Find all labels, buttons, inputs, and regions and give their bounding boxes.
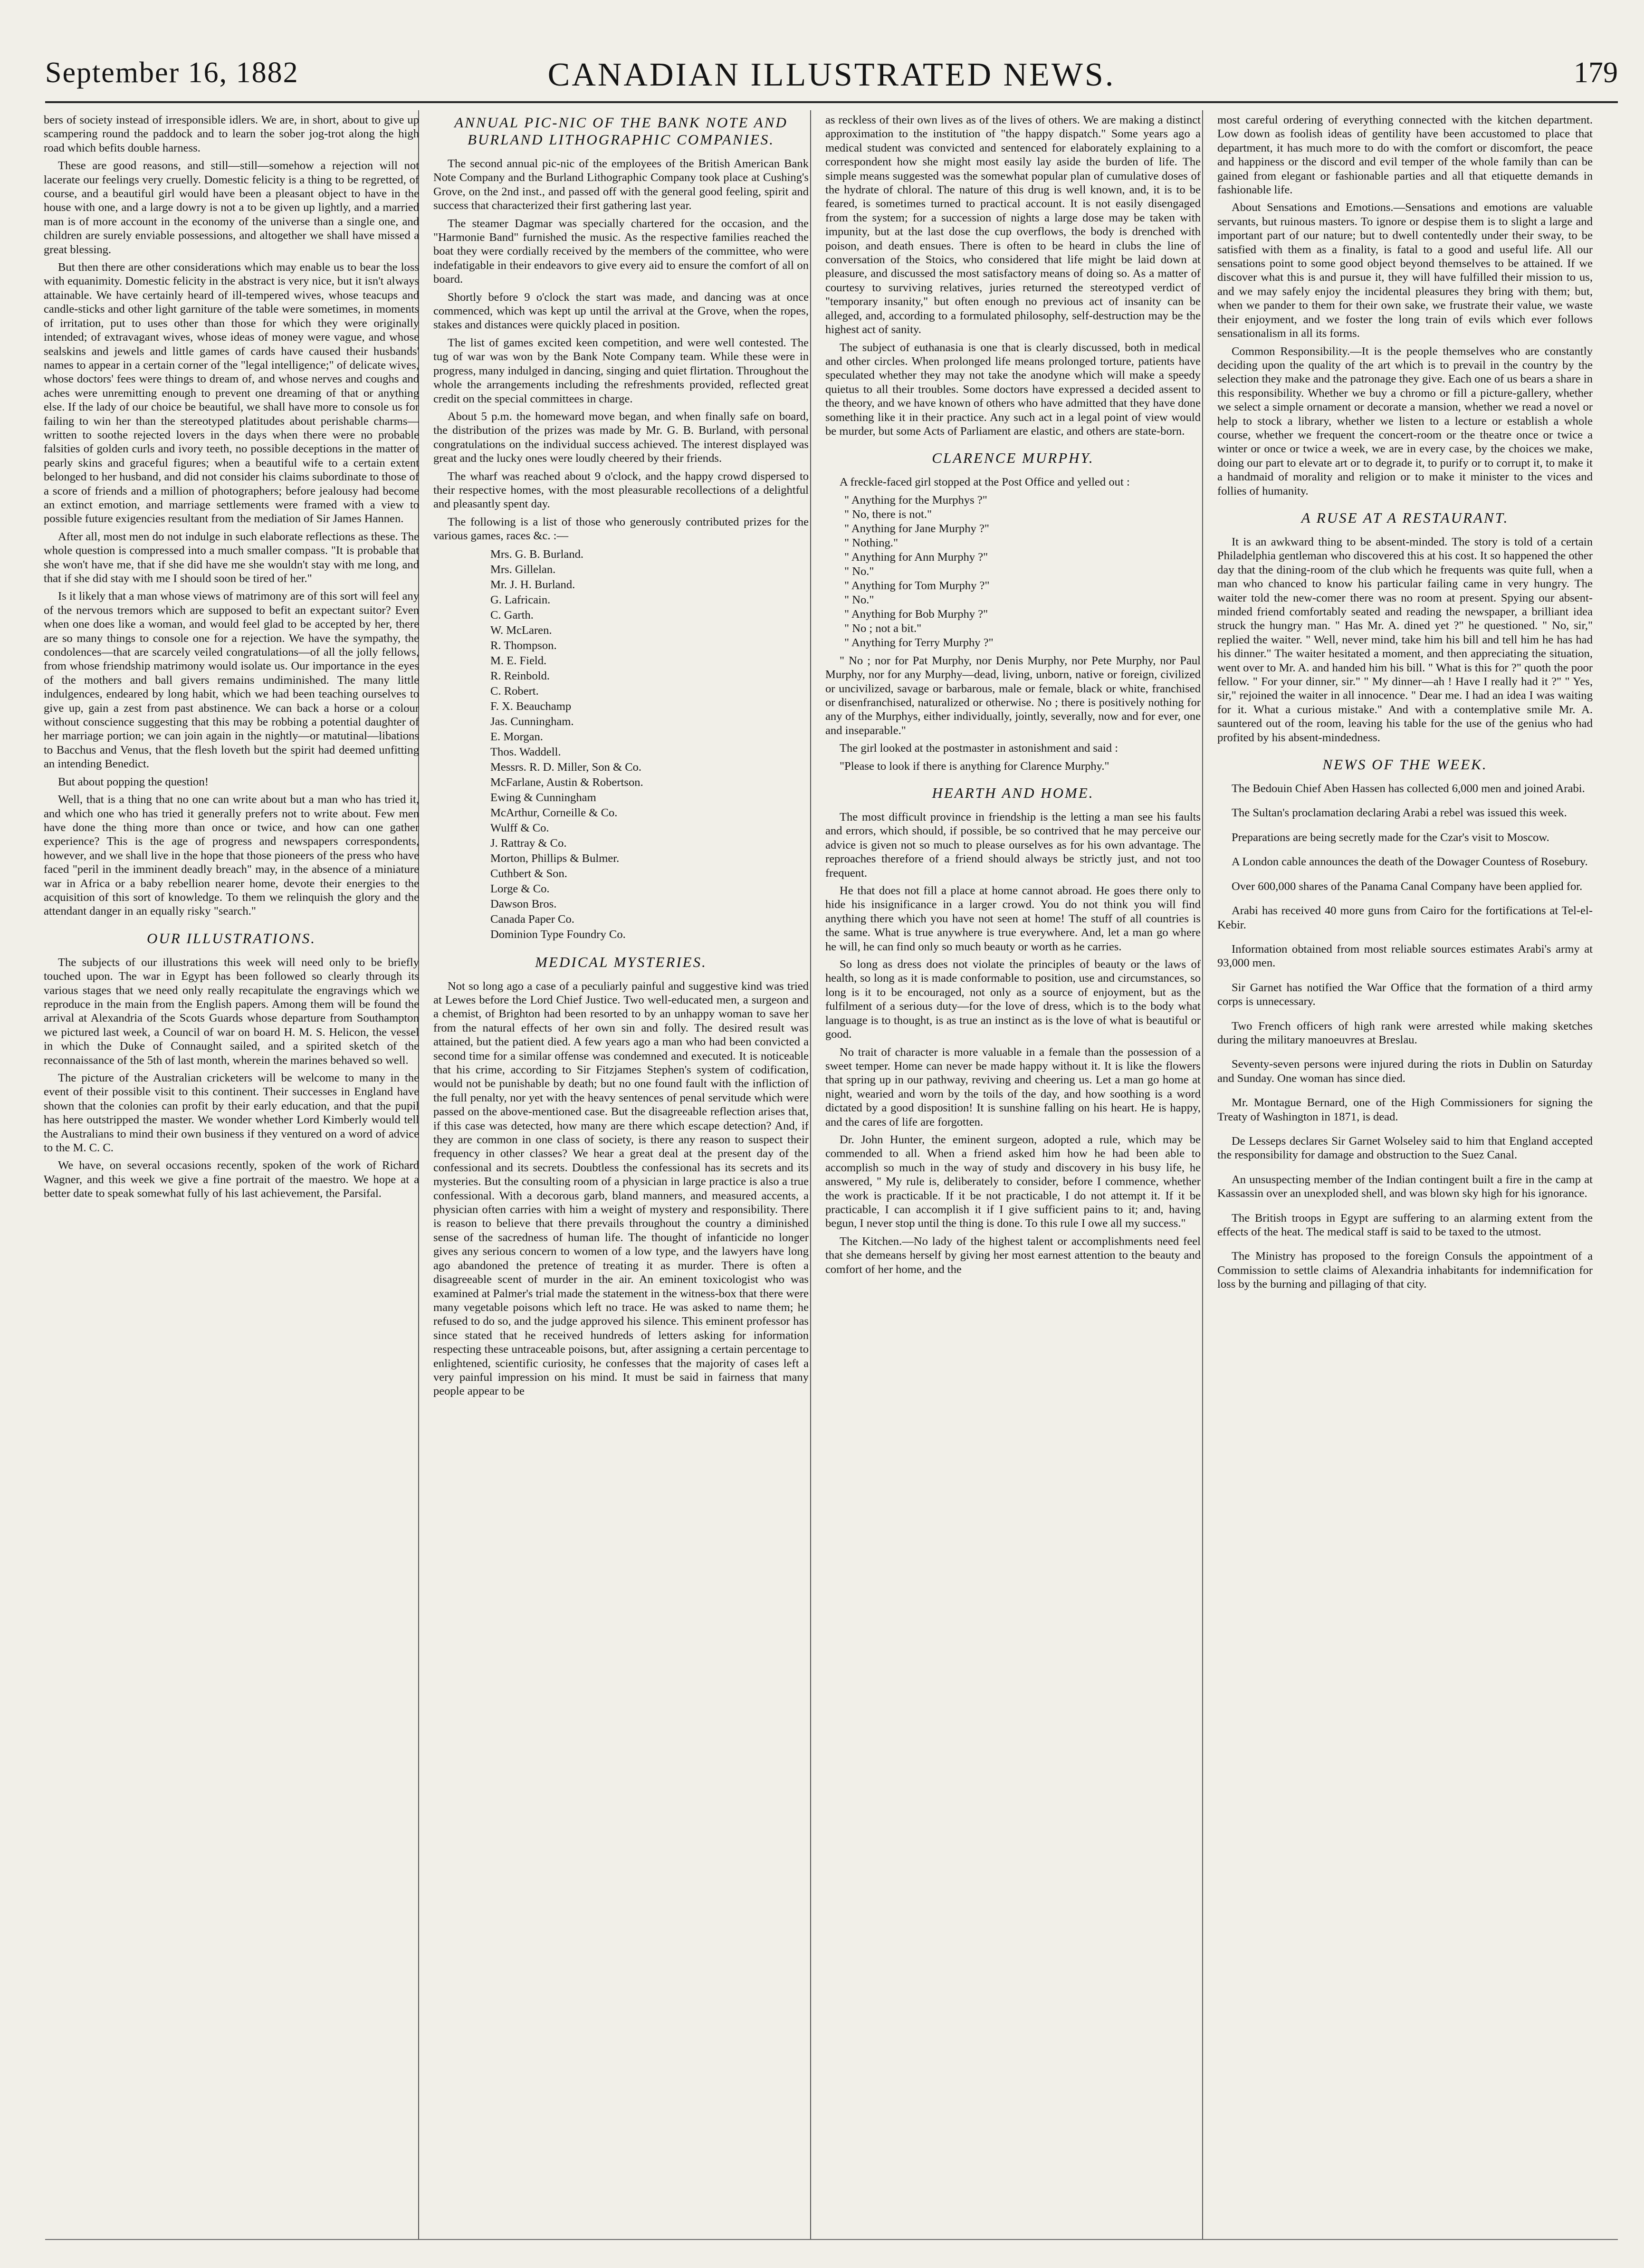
paragraph: We have, on several occasions recently, spoken of the work of Richard Wagner, and this week we give a fine portrait of the maestro. We hope at a better date to speak somewhat fully of his last achievement, the Parsifal. <box>44 1159 419 1200</box>
list-item: C. Garth. <box>490 608 534 622</box>
section-heading-news-of-the-week: NEWS OF THE WEEK. <box>1322 756 1488 773</box>
news-item: Seventy-seven persons were injured during the riots in Dublin on Saturday and Sunday. One woman has since died. <box>1217 1058 1593 1085</box>
list-item: Jas. Cunningham. <box>490 715 574 728</box>
paragraph: The steamer Dagmar was specially chartered for the occasion, and the "Harmonie Band" furnished the music. As the respective families reached the boat they were cordially received by the members of the committee, who were indefatigable in their endeavors to give every aid to ensure the comfort of all on board. <box>433 217 809 286</box>
news-item: Information obtained from most reliable sources estimates Arabi's army at 93,000 men. <box>1217 942 1593 970</box>
section-heading-clarence-murphy: CLARENCE MURPHY. <box>932 450 1094 467</box>
column-3 <box>825 113 1201 2237</box>
list-item: Mrs. Gillelan. <box>490 563 556 576</box>
dialog-line: " Anything for Ann Murphy ?" <box>844 550 988 564</box>
bottom-rule <box>45 2239 1618 2240</box>
list-item: R. Reinbold. <box>490 669 550 682</box>
list-item: Morton, Phillips & Bulmer. <box>490 852 620 865</box>
paragraph: The most difficult province in friendship is the letting a man see his faults and errors, which should, if possible, be so contrived that he may perceive our advice is given not so much to please ourselves as for his own advantage. The reproaches therefore of a friend should always be strictly just, and not too frequent. <box>825 811 1201 880</box>
paragraph: The girl looked at the postmaster in astonishment and said : <box>840 742 1118 755</box>
paragraph: " No ; nor for Pat Murphy, nor Denis Murphy, nor Pete Murphy, nor Paul Murphy, nor for any Murphy—dead, living, unborn, native or foreign, civilized or uncivilized, savage or barbarous, male or female, black or white, franchised or disenfranchised, naturalized or otherwise. No ; there is positively nothing for any of the Murphys, either individually, jointly, severally, now and for ever, one and inseparable." <box>825 654 1201 737</box>
paragraph: Dr. John Hunter, the eminent surgeon, adopted a rule, which may be commended to all. When a friend asked him how he had been able to accomplish so much in the way of study and discovery in his busy life, he answered, " My rule is, deliberately to consider, before I commence, whether the work is practicable. If it be not practicable, I do not attempt it. If it be practicable, I can accomplish it if I give sufficient pains to it; and, having begun, I never stop until the thing is done. To this rule I owe all my success." <box>825 1133 1201 1230</box>
paragraph: as reckless of their own lives as of the lives of others. We are making a distinct approximation to the institution of "the happy dispatch." Some years ago a medical student was convicted and sentenced for elaborately explaining to a correspondent how she might most easily lay aside the burden of life. The simple means suggested was the somewhat popular plan of cumulative doses of the hydrate of chloral. The nature of this drug is well known, and, it is to be feared, is sometimes turned to practical account. It is not easily disengaged from the system; for a succession of nights a large dose may be taken with impunity, but at the last dose the cup overflows, the body is drenched with poison, and death ensues. There is often to be heard in clubs the line of conversation of the Stoics, who considered that life might be laid down at pleasure, and discussed the most satisfactory means of doing so. As a matter of courtesy to surviving relatives, juries returned the stereotyped verdict of "temporary insanity," but often enough no previous act of insanity can be alleged, and, according to a formulated philosophy, self-destruction may be the highest act of sanity. <box>825 114 1201 336</box>
paragraph: But about popping the question! <box>58 775 209 788</box>
list-item: Thos. Waddell. <box>490 745 561 758</box>
paragraph: The second annual pic-nic of the employees of the British American Bank Note Company and the Burland Lithographic Company took place at Cushing's Grove, on the 2nd inst., and passed off with the general good feeling, spirit and success that characterized their first gathering last year. <box>433 157 809 212</box>
dialog-line: " Anything for Bob Murphy ?" <box>844 607 988 621</box>
dialog-line: " Anything for Terry Murphy ?" <box>844 636 994 649</box>
news-item: Two French officers of high rank were arrested while making sketches during the military manoeuvres at Breslau. <box>1217 1019 1593 1046</box>
news-item: An unsuspecting member of the Indian contingent built a fire in the camp at Kassassin over an unexploded shell, and was blown sky high for his ignorance. <box>1217 1173 1593 1200</box>
list-item: Lorge & Co. <box>490 882 550 895</box>
paragraph: The wharf was reached about 9 o'clock, and the happy crowd dispersed to their respective homes, with the most pleasurable recollections of a delightful and pleasantly spent day. <box>433 469 809 511</box>
paragraph: The subjects of our illustrations this week will need only to be briefly touched upon. The war in Egypt has been followed so clearly through its various stages that we need only really recapitulate the engravings which we reproduce in the main from the English papers. Among them will be found the arrival at Alexandria of the Scots Guards whose departure from Southampton we pictured last week, a Council of war on board H. M. S. Helicon, the vessel in which the Duke of Connaught sailed, and a spirited sketch of the reconnaissance of the 5th of last month, wherein the marines behaved so well. <box>44 956 419 1067</box>
column-1 <box>44 113 419 2237</box>
list-item: Messrs. R. D. Miller, Son & Co. <box>490 760 642 774</box>
paragraph: The subject of euthanasia is one that is clearly discussed, both in medical and other circles. When prolonged life means prolonged torture, patients have speculated whether they may not take the anodyne which will make a speedy quietus to all their troubles. Some doctors have expressed a decided assent to the theory, and we have known of others who have admitted that they have done something like it in their practice. Any such act in a legal point of view would be murder, but some Acts of Parliament are elastic, and others are state-born. <box>825 341 1201 438</box>
paragraph: Not so long ago a case of a peculiarly painful and suggestive kind was tried at Lewes before the Lord Chief Justice. Two well-educated men, a surgeon and a chemist, of Brighton had been resorted to by an unhappy woman to save her from the natural effects of her own sin and folly. The desired result was attained, but the patient died. A few years ago a man who had been convicted a second time for a similar offense was condemned and executed. It is noticeable that his crime, according to Sir Fitzjames Stephen's system of codification, would not be punishable by death; but no one found fault with the infliction of the full penalty, nor yet with the heavy sentences of penal servitude which were passed on the above-mentioned case. But the disagreeable reflection arises that, if this case was detected, how many are there which escape detection? And, if they are common in one class of society, is there any reason to suspect their frequency in other classes? We hear a great deal at the present day of the confessional and its secrets. Doubtless the confessional has its secrets and its mysteries. But the consulting room of a physician in large practice is also a true confessional. With a decorous garb, bland manners, and measured accents, a physician often carries with him a weight of mystery and responsibility. There is reason to believe that there prevails throughout the country a diminished sense of the sacredness of human life. The thought of infanticide no longer gives any serious concern to women of a low type, and the lawyers have long ago abandoned the pretence of treating it as murder. There is often a disagreeable scent of murder in the air. An eminent toxicologist who was examined at Palmer's trial made the statement in the witness-box that there were many vegetable poisons which left no trace. He was asked to name them; he refused to do so, and the judge approved his silence. This eminent professor has since stated that he received hundreds of letters asking for information respecting these untraceable poisons, but, after assigning a certain percentage to enlightened, scientific curiosity, he confesses that the majority of cases left a very painful impression on his mind. It must be said in fairness that many people appear to be <box>433 979 809 1398</box>
list-item: Cuthbert & Son. <box>490 867 567 880</box>
list-item: R. Thompson. <box>490 639 557 652</box>
dialog-line: " No." <box>844 593 874 606</box>
list-item: G. Lafricain. <box>490 593 551 606</box>
section-heading-medical-mysteries: MEDICAL MYSTERIES. <box>535 953 707 970</box>
masthead <box>45 56 1618 99</box>
paragraph: The following is a list of those who generously contributed prizes for the various games, races &c. :— <box>433 515 809 543</box>
masthead-rule <box>45 101 1618 103</box>
news-item: Preparations are being secretly made for the Czar's visit to Moscow. <box>1232 831 1549 844</box>
paragraph: So long as dress does not violate the principles of beauty or the laws of health, so long as it is made conformable to position, use and circumstances, so long is it to be encouraged, not only as a source of enjoyment, but as the fulfilment of a serious duty—for the love of dress, which is to the body what language is to thought, is as true an instinct as is the love of what is beautiful or good. <box>825 958 1201 1041</box>
paragraph: These are good reasons, and still—still—somehow a rejection will not lacerate our feelings very cruelly. Domestic felicity is a thing to be regretted, of course, and a beautiful girl would have been a pleasant object to have in the house with one, and a large dowry is not a to be given up lightly, and a married man is of more account in the economy of the universe than a single one, and children are surely enviable possessions, and altogether we shall have missed a great blessing. <box>44 159 419 256</box>
paragraph: After all, most men do not indulge in such elaborate reflections as these. The whole question is compressed into a much smaller compass. "It is probable that she won't have me, that if she did have me she wouldn't stay with me long, and that if she did stay with me I should soon be tired of her." <box>44 530 419 585</box>
page-number: 179 <box>1574 57 1618 89</box>
section-heading-hearth-and-home: HEARTH AND HOME. <box>932 785 1094 801</box>
column-divider <box>810 110 811 2239</box>
news-item: The Ministry has proposed to the foreign Consuls the appointment of a Commission to settle claims of Alexandria inhabitants for indemnification for loss by the burning and pillaging of that city. <box>1217 1250 1593 1291</box>
paragraph: The picture of the Australian cricketers will be welcome to many in the event of their possible visit to this continent. Their successes in England have shown that the colonies can profit by their early education, and that the pupil has here outstripped the master. We wonder whether Lord Kimberly would tell the Australians to mind their own business if they ventured on a word of advice to the M. C. C. <box>44 1072 419 1155</box>
dialog-line: " No ; not a bit." <box>844 622 922 635</box>
paragraph: Is it likely that a man whose views of matrimony are of this sort will feel any of the nervous tremors which are supposed to befit an expectant suitor? Even when one does like a woman, and would feel glad to be accepted by her, there are so many things to console one for a rejection. We have the sympathy, the condolences—that are scarcely veiled congratulations—of all the jolly fellows, from whose friendship matrimony would isolate us. Our importance in the eyes of the mothers and ball givers remains undiminished. The many little indulgences, endeared by long habit, which we had been teaching ourselves to give up, gain a zest from past abstinence. We can back a horse or a colour without conscience suggesting that this may be robbing a potential daughter of her marriage portion; we can join again in the nightly—or matutinal—libations to Bacchus and Venus, that the flesh loveth but the spirit had deemed unfitting an intending Benedict. <box>44 590 419 771</box>
dialog-line: " Anything for Jane Murphy ?" <box>844 522 989 535</box>
issue-date: September 16, 1882 <box>45 57 299 89</box>
paragraph: About 5 p.m. the homeward move began, and when finally safe on board, the distribution of the prizes was made by Mr. G. B. Burland, with personal congratulations on the individual success achieved. The interest displayed was great and the lucky ones were loudly cheered by their friends. <box>433 410 809 465</box>
paragraph: bers of society instead of irresponsible idlers. We are, in short, about to give up scampering round the paddock and to learn the sober jog-trot along the high road which befits double harness. <box>44 114 419 154</box>
paragraph: But then there are other considerations which may enable us to bear the loss with equanimity. Domestic felicity in the abstract is very nice, but it isn't always attainable. We have certainly heard of ill-tempered wives, whose teacups and candle-sticks and other light garniture of the table were sometimes, in moments of irritation, put to uses other than those for which they were originally intended; of extravagant wives, whose ideas of money were vague, and whose sealskins and jewels and little games of cards have caused their husbands' names to appear in a certain corner of the "legal intelligence;" of delicate wives, whose doctors' fees were things to dream of, and whose nerves and coughs and aches were unremitting enough to prevent one dreaming of that or anything else. If the lady of our choice be beautiful, we shall have more to console us for failing to win her than the stereotyped platitudes about perishable charms—written to soothe rejected lovers in the days when there were no probable falsities of golden curls and ivory teeth, no possible deceptions in the matter of pearly skins and graceful figures; when a beautiful wife to a certain extent belonged to her husband, and did not consider his claims subordinate to those of a score of friends and a million of photographers; before jealousy had become an extinct emotion, and marriage settlements were framed with a view to possible future exigencies resultant from the mediation of Sir James Hannen. <box>44 261 419 526</box>
paragraph: Common Responsibility.—It is the people themselves who are constantly deciding upon the quality of the art which is to prevail in the country by the selection they make and the patronage they give. Each one of us bears a share in this responsibility. Whether we buy a chromo or fill a picture-gallery, whether we select a simple ornament or decorate a mansion, whether we read a novel or help to stock a library, whether we listen to a lecture or establish a whole course, whether we frequent the concert-room or the theatre once or twice a winter or once or twice a week, we are in every case, by the choices we make, doing our part to elevate art or to degrade it, to purify or to corrupt it, to make it a handmaid of morality and religion or to make it minister to the vices and follies of humanity. <box>1217 345 1593 498</box>
list-item: McFarlane, Austin & Robertson. <box>490 775 643 789</box>
list-item: Ewing & Cunningham <box>490 791 596 804</box>
list-item: Wulff & Co. <box>490 821 549 834</box>
list-item: McArthur, Corneille & Co. <box>490 806 618 819</box>
paragraph: It is an awkward thing to be absent-minded. The story is told of a certain Philadelphia gentleman who discovered this at his cost. It so happened the other day that the dining-room of the club which he frequents was quite full, when a man who chanced to know his particular failing came in very hungry. The waiter told the new-comer there was no room at present. Spying our absent-minded friend comfortably seated and reading the newspaper, a brilliant idea struck the hungry man. " Has Mr. A. dined yet ?" he questioned. " No, sir," replied the waiter. " Well, never mind, take him his bill and tell him he has had his dinner." The waiter hesitated a moment, and then appreciating the situation, went over to Mr. A. and handed him his bill. " What is this for ?" quoth the poor fellow. " For your dinner, sir." " My dinner—ah ! Have I really had it ?" " Yes, sir," rejoined the waiter in all innocence. " Dear me. I had an idea I was waiting for it. What a curious mistake." And with a contemplative smile Mr. A. sauntered out of the room, leaving his table for the use of the genius who had profited by his absent-mindedness. <box>1217 535 1593 744</box>
list-item: Dawson Bros. <box>490 897 557 910</box>
column-4 <box>1217 113 1593 2237</box>
paragraph: Shortly before 9 o'clock the start was made, and dancing was at once commenced, which was kept up until the arrival at the Grove, when the ropes, stakes and distances were quickly placed in position. <box>433 290 809 332</box>
news-item: Mr. Montague Bernard, one of the High Commissioners for signing the Treaty of Washington in 1871, is dead. <box>1217 1096 1593 1123</box>
dialog-line: " Anything for Tom Murphy ?" <box>844 579 990 592</box>
column-divider <box>1202 110 1203 2239</box>
list-item: W. McLaren. <box>490 623 552 637</box>
list-item: M. E. Field. <box>490 654 547 667</box>
section-heading-ruse-at-restaurant: A RUSE AT A RESTAURANT. <box>1301 509 1509 526</box>
news-item: The British troops in Egypt are suffering to an alarming extent from the effects of the heat. The medical staff is said to be taxed to the utmost. <box>1217 1211 1593 1238</box>
paragraph: "Please to look if there is anything for Clarence Murphy." <box>840 759 1109 773</box>
dialog-line: " Anything for the Murphys ?" <box>844 493 987 507</box>
paragraph: About Sensations and Emotions.—Sensations and emotions are valuable servants, but ruinous masters. To ignore or despise them is to slight a large and important part of our nature; but to dwell contentedly under their sway, to be satisfied with them as a finality, is fatal to a good and useful life. All our sensations point to some good object beyond themselves to be attained. If we discover what this is and pursue it, they will have fulfilled their mission to us, and we may safely enjoy the incidental pleasures they bring with them; but, when we pander to them for their own sake, we frustrate their value, we waste their enjoyment, and we foster the long train of evils which ever follows sensationalism in all its forms. <box>1217 201 1593 340</box>
dialog-line: " Nothing." <box>844 536 898 549</box>
paragraph: No trait of character is more valuable in a female than the possession of a sweet temper. Home can never be made happy without it. It is like the flowers that spring up in our pathway, reviving and cheering us. Let a man go home at night, wearied and worn by the toils of the day, and how soothing is a word dictated by a good disposition! It is sunshine falling on his heart. He is happy, and the cares of life are forgotten. <box>825 1045 1201 1129</box>
dialog-line: " No." <box>844 565 874 578</box>
section-heading-our-illustrations: OUR ILLUSTRATIONS. <box>147 929 316 947</box>
news-item: Arabi has received 40 more guns from Cairo for the fortifications at Tel-el-Kebir. <box>1217 904 1593 931</box>
news-item: The Sultan's proclamation declaring Arabi a rebel was issued this week. <box>1232 806 1567 820</box>
news-item: Over 600,000 shares of the Panama Canal Company have been applied for. <box>1232 880 1583 893</box>
list-item: Mrs. G. B. Burland. <box>490 547 584 561</box>
paragraph: A freckle-faced girl stopped at the Post Office and yelled out : <box>840 476 1130 489</box>
list-item: J. Rattray & Co. <box>490 836 567 850</box>
list-item: E. Morgan. <box>490 730 543 743</box>
prize-donor-list <box>433 547 809 942</box>
news-item: The Bedouin Chief Aben Hassen has collected 6,000 men and joined Arabi. <box>1232 782 1585 795</box>
list-item: Mr. J. H. Burland. <box>490 578 575 591</box>
paragraph: The list of games excited keen competition, and were well contested. The tug of war was won by the Bank Note Company team. While these were in progress, many indulged in dancing, singing and quiet flirtation. Throughout the whole the arrangements including the refreshments provided, reflected great credit on the special committees in charge. <box>433 336 809 405</box>
list-item: Canada Paper Co. <box>490 912 574 926</box>
list-item: Dominion Type Foundry Co. <box>490 928 626 941</box>
paragraph: He that does not fill a place at home cannot abroad. He goes there only to hide his insignificance in a larger crowd. You do not think you will find anything there which you have not seen at home! The stuff of all countries is the same. What is true anywhere is true everywhere. And, let a man go where he will, he can find only so much beauty or worth as he carries. <box>825 884 1201 953</box>
news-item: De Lesseps declares Sir Garnet Wolseley said to him that England accepted the responsibility for damage and obstruction to the Suez Canal. <box>1217 1134 1593 1162</box>
column-2 <box>433 113 809 2237</box>
list-item: F. X. Beauchamp <box>490 699 572 713</box>
dialog-line: " No, there is not." <box>844 507 932 521</box>
paragraph: most careful ordering of everything connected with the kitchen department. Low down as foolish ideas of gentility have been accustomed to place that department, it has much more to do with the comfort or discomfort, the peace and happiness or the discord and evil temper of the whole family than can be gained from elegant or fashionable parties and all that etiquette demands in fashionable life. <box>1217 114 1593 197</box>
dialog-lines <box>825 493 1201 650</box>
news-items <box>1217 782 1593 1292</box>
list-item: C. Robert. <box>490 684 539 698</box>
col1-body <box>44 113 419 919</box>
paragraph: The Kitchen.—No lady of the highest talent or accomplishments need feel that she demeans herself by giving her most earnest attention to the beauty and comfort of her home, and the <box>825 1234 1201 1276</box>
paragraph: Well, that is a thing that no one can write about but a man who has tried it, and which one who has tried it generally prefers not to write about. Few men have done the thing more than once or twice, and how can one gather experience? This is the age of progress and newspapers correspondents, however, and we shall live in the hope that those pioneers of the press who have faced "peril in the imminent deadly breach" may, in the absence of a miniature war in Africa or a baby rebellion nearer home, devote their energies to the acquisition of this sort of knowledge. To them we relinquish the glory and the attendant danger in an equally risky "search." <box>44 793 419 918</box>
newspaper-title: CANADIAN ILLUSTRATED NEWS. <box>547 57 1116 93</box>
section-heading-annual-picnic: ANNUAL PIC-NIC OF THE BANK NOTE AND BURLAND LITHOGRAPHIC COMPANIES. <box>454 114 788 148</box>
news-item: Sir Garnet has notified the War Office that the formation of a third army corps is unnecessary. <box>1217 981 1593 1008</box>
news-item: A London cable announces the death of the Dowager Countess of Rosebury. <box>1232 855 1588 869</box>
